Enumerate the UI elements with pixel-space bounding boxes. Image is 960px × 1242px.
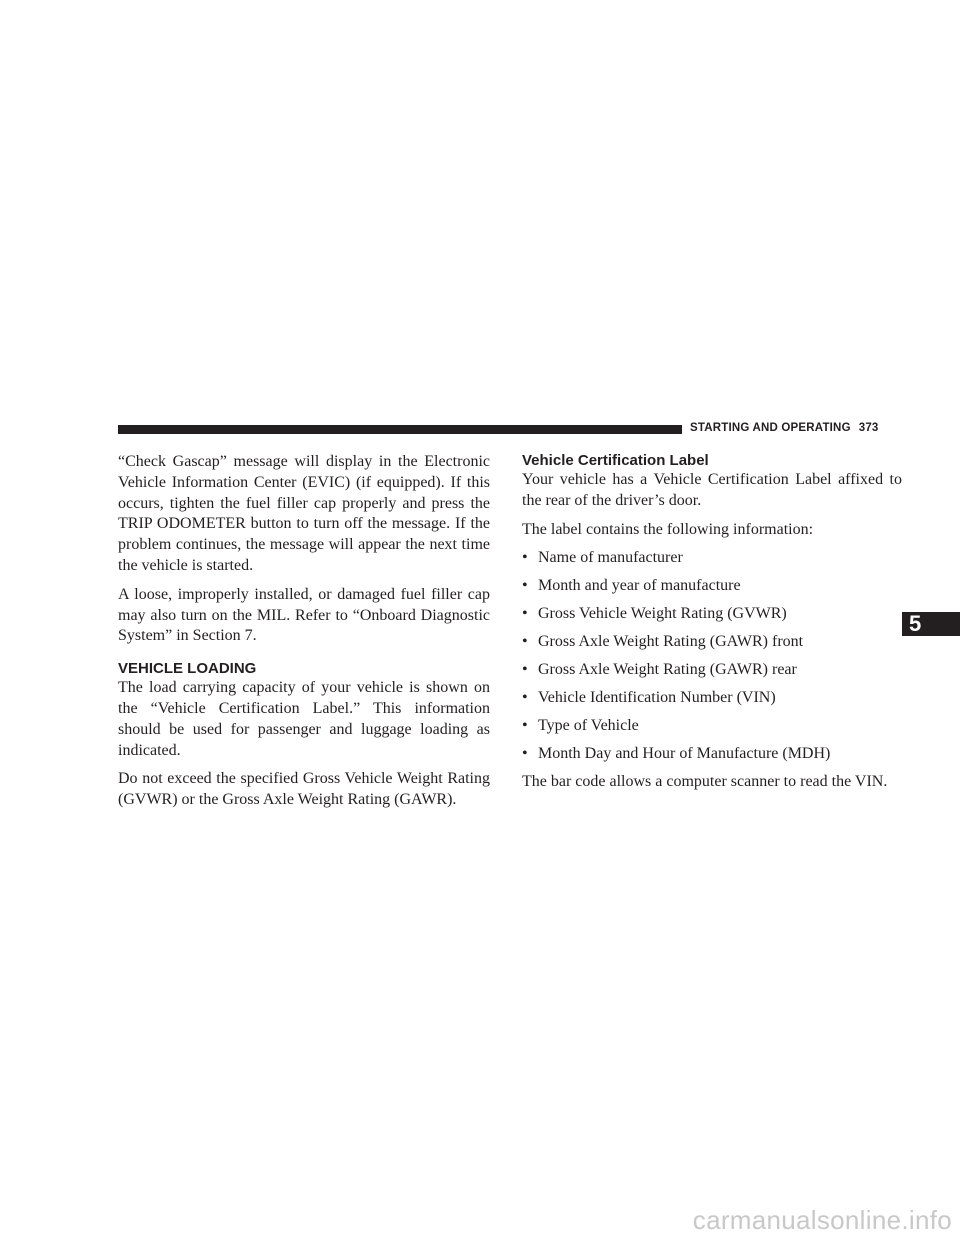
right-column (522, 452, 902, 801)
label-info-list (522, 548, 902, 765)
bullet-icon: • (522, 717, 528, 735)
bullet-icon: • (522, 689, 528, 707)
certification-label-heading: Vehicle Certification Label (522, 452, 709, 469)
bullet-icon: • (522, 605, 528, 623)
bullet-icon: • (522, 661, 528, 679)
bullet-icon: • (522, 633, 528, 651)
watermark: carmanualsonline.info (692, 1205, 952, 1235)
load-capacity-paragraph: The load carrying capacity of your vehicle is shown on the “Vehicle Certification Label.” This information should be used for passenger and luggage loading as indicated. (118, 679, 490, 759)
list-item: • Name of manufacturer (522, 548, 902, 569)
list-item: • Month and year of manufacture (522, 576, 902, 597)
do-not-exceed-paragraph: Do not exceed the specified Gross Vehicle Weight Rating (GVWR) or the Gross Axle Weight Rating (GAWR). (118, 770, 490, 809)
list-item: • Gross Vehicle Weight Rating (GVWR) (522, 604, 902, 625)
bullet-icon: • (522, 577, 528, 595)
page-number: 373 (858, 422, 879, 434)
list-item: • Gross Axle Weight Rating (GAWR) rear (522, 660, 902, 681)
list-item: • Gross Axle Weight Rating (GAWR) front (522, 632, 902, 653)
label-contents-paragraph: The label contains the following information: (522, 520, 814, 538)
section-tab: 5 (902, 612, 960, 636)
bullet-icon: • (522, 549, 528, 567)
running-header (690, 422, 902, 434)
list-item: • Type of Vehicle (522, 716, 902, 737)
left-column (118, 452, 490, 811)
bar-code-paragraph: The bar code allows a computer scanner to read the VIN. (522, 773, 888, 791)
bullet-icon: • (522, 745, 528, 763)
certification-intro-paragraph: Your vehicle has a Vehicle Certification Label affixed to the rear of the driver’s door. (522, 471, 902, 509)
loose-cap-paragraph: A loose, improperly installed, or damaged fuel filler cap may also turn on the MIL. Refer to “Onboard Diagnostic System” in Section 7. (118, 585, 490, 645)
header-rule (118, 425, 682, 434)
section-title: STARTING AND OPERATING (690, 422, 851, 434)
list-item: • Month Day and Hour of Manufacture (MDH) (522, 744, 902, 765)
check-gascap-paragraph: “Check Gascap” message will display in the Electronic Vehicle Information Center (EVIC) (if equipped). If this occurs, tighten the fuel filler cap properly and press the TRIP ODOMETER button to turn off the message. If the problem continues, the message will appear the next time the vehicle is started. (118, 453, 490, 574)
vehicle-loading-heading: VEHICLE LOADING (118, 660, 257, 678)
list-item: • Vehicle Identification Number (VIN) (522, 688, 902, 709)
